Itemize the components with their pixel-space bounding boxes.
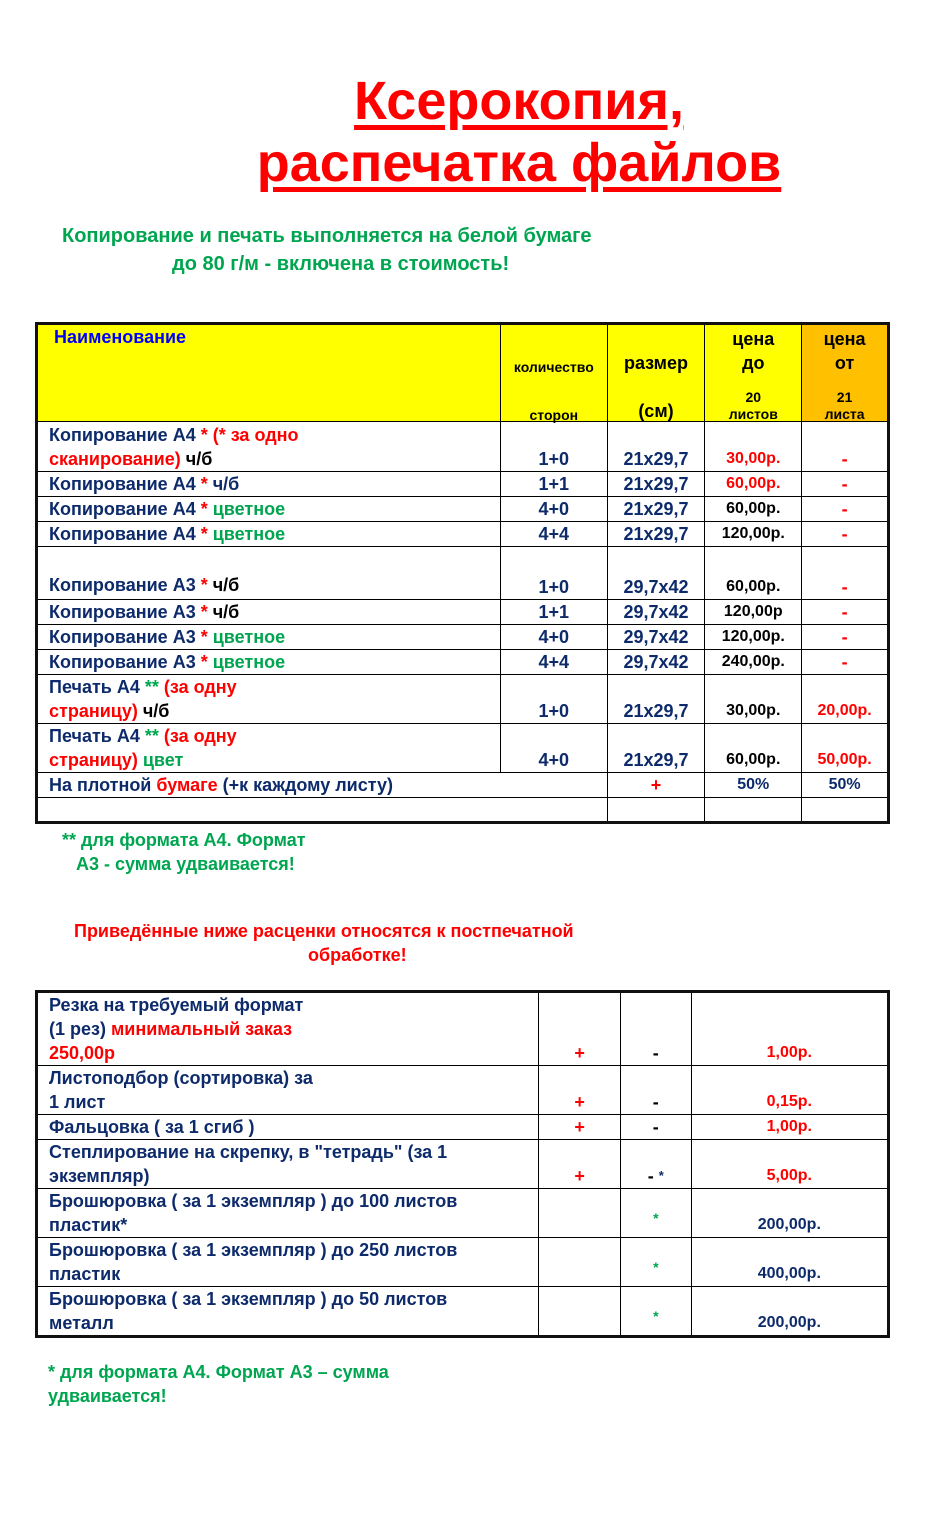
- subtitle-line2: до 80 г/м - включена в стоимость!: [172, 253, 510, 275]
- row-price: 400,00р.: [691, 1238, 888, 1287]
- table-row: [37, 547, 889, 600]
- table-row: [37, 1189, 889, 1238]
- row-size: +: [607, 773, 705, 798]
- row-name: Брошюровка ( за 1 экземпляр ) до 50 листов металл: [37, 1287, 539, 1337]
- subtitle-line1: Копирование и печать выполняется на белой бумаге: [62, 225, 592, 247]
- row-sides: 1+0: [501, 547, 608, 600]
- page-title-line1: Ксерокопия,: [354, 71, 684, 131]
- row-name: Брошюровка ( за 1 экземпляр ) до 250 листов пластик: [37, 1238, 539, 1287]
- table-row: [37, 1287, 889, 1337]
- post-note-line1: Приведённые ниже расценки относятся к постпечатной: [74, 921, 574, 941]
- row-name: Копирование А3 * цветное: [37, 625, 501, 650]
- row-name: Копирование А3 * цветное: [37, 650, 501, 675]
- row-price-to: 60,00р.: [705, 724, 802, 773]
- row-sides: 4+4: [501, 522, 608, 547]
- row-name: Копирование А4 * ч/б: [37, 472, 501, 497]
- row-col3: -: [620, 992, 691, 1066]
- row-price: 200,00р.: [691, 1189, 888, 1238]
- row-price-to: 60,00р.: [705, 472, 802, 497]
- copy-price-table: [35, 322, 890, 824]
- row-price-from: -: [802, 650, 889, 675]
- row-size: 21x29,7: [607, 675, 705, 724]
- row-price-to: 240,00р.: [705, 650, 802, 675]
- row-price-from: -: [802, 547, 889, 600]
- row-price-to: 120,00р.: [705, 625, 802, 650]
- row-size: 21x29,7: [607, 422, 705, 472]
- note-a4-line1: ** для формата А4. Формат: [62, 830, 306, 850]
- header-price-to: цена до 20 листов: [705, 324, 802, 422]
- row-size: 21x29,7: [607, 724, 705, 773]
- row-price-to: 60,00р.: [705, 497, 802, 522]
- header-qty: количество сторон: [501, 324, 608, 422]
- row-col2: +: [539, 1140, 621, 1189]
- row-name: Степлирование на скрепку, в "тетрадь" (за 1 экземпляр): [37, 1140, 539, 1189]
- row-col3: *: [620, 1287, 691, 1337]
- table-row: [37, 625, 889, 650]
- row-name: Резка на требуемый формат (1 рез) минимальный заказ 250,00р: [37, 992, 539, 1066]
- table-row: [37, 650, 889, 675]
- note-bottom-line2: удваивается!: [48, 1386, 167, 1406]
- row-price-to: 30,00р.: [705, 675, 802, 724]
- row-price-to: 60,00р.: [705, 547, 802, 600]
- row-size: 29,7x42: [607, 547, 705, 600]
- row-col3: *: [620, 1189, 691, 1238]
- row-col2: [539, 1238, 621, 1287]
- table-row: [37, 522, 889, 547]
- row-sides: 1+1: [501, 472, 608, 497]
- row-sides: 1+0: [501, 675, 608, 724]
- row-price: 1,00р.: [691, 1115, 888, 1140]
- row-price: 1,00р.: [691, 992, 888, 1066]
- row-name: Копирование А4 * цветное: [37, 497, 501, 522]
- row-size: 21x29,7: [607, 472, 705, 497]
- row-price-from: 50%: [802, 773, 889, 798]
- row-price-to: 120,00р: [705, 600, 802, 625]
- row-col3: -: [620, 1115, 691, 1140]
- row-size: 21x29,7: [607, 522, 705, 547]
- row-price-from: -: [802, 497, 889, 522]
- row-price-from: -: [802, 472, 889, 497]
- row-name: Копирование А4 * (* за одно сканирование) ч/б: [37, 422, 501, 472]
- row-col3: -: [620, 1066, 691, 1115]
- table-row-empty: [37, 798, 889, 823]
- post-note-line2: обработке!: [308, 945, 407, 965]
- note-a4-line2: А3 - сумма удваивается!: [76, 854, 295, 874]
- row-sides: 4+0: [501, 625, 608, 650]
- table-row: [37, 600, 889, 625]
- row-col2: [539, 1189, 621, 1238]
- table-row: [37, 472, 889, 497]
- table-row: [37, 724, 889, 773]
- row-name: Копирование А3 * ч/б: [37, 547, 501, 600]
- row-size: 29,7x42: [607, 625, 705, 650]
- row-size: 29,7x42: [607, 600, 705, 625]
- table-row: [37, 422, 889, 472]
- row-price-from: -: [802, 625, 889, 650]
- table-row: [37, 1140, 889, 1189]
- header-price-from: цена от 21 листа: [802, 324, 889, 422]
- row-price-from: -: [802, 422, 889, 472]
- row-price-to: 50%: [705, 773, 802, 798]
- row-col3: - *: [620, 1140, 691, 1189]
- row-name: Печать А4 ** (за одну страницу) цвет: [37, 724, 501, 773]
- table-row: [37, 1066, 889, 1115]
- table-row: [37, 773, 889, 798]
- row-name: Фальцовка ( за 1 сгиб ): [37, 1115, 539, 1140]
- row-sides: 4+4: [501, 650, 608, 675]
- row-price: 5,00р.: [691, 1140, 888, 1189]
- row-price-from: 20,00р.: [802, 675, 889, 724]
- table-row: [37, 675, 889, 724]
- row-price: 0,15р.: [691, 1066, 888, 1115]
- row-price-from: -: [802, 600, 889, 625]
- page-title-line2: распечатка файлов: [256, 133, 782, 193]
- row-col2: +: [539, 992, 621, 1066]
- row-price-from: 50,00р.: [802, 724, 889, 773]
- table-row: [37, 992, 889, 1066]
- row-name: Листоподбор (сортировка) за 1 лист: [37, 1066, 539, 1115]
- row-price-to: 120,00р.: [705, 522, 802, 547]
- row-name: На плотной бумаге (+к каждому листу): [37, 773, 608, 798]
- row-name: Копирование А3 * ч/б: [37, 600, 501, 625]
- row-price-from: -: [802, 522, 889, 547]
- row-name: Копирование А4 * цветное: [37, 522, 501, 547]
- row-col3: *: [620, 1238, 691, 1287]
- row-sides: 4+0: [501, 724, 608, 773]
- row-name: Печать А4 ** (за одну страницу) ч/б: [37, 675, 501, 724]
- row-size: 21x29,7: [607, 497, 705, 522]
- table-row: [37, 1115, 889, 1140]
- row-sides: 4+0: [501, 497, 608, 522]
- row-col2: +: [539, 1066, 621, 1115]
- table-header-row: [37, 324, 889, 422]
- post-processing-table: [35, 990, 890, 1338]
- row-col2: [539, 1287, 621, 1337]
- row-price-to: 30,00р.: [705, 422, 802, 472]
- header-size: размер (см): [607, 324, 705, 422]
- row-price: 200,00р.: [691, 1287, 888, 1337]
- header-name: Наименование: [37, 324, 501, 422]
- table-row: [37, 497, 889, 522]
- note-bottom-line1: * для формата А4. Формат А3 – сумма: [48, 1362, 389, 1382]
- row-col2: +: [539, 1115, 621, 1140]
- row-sides: 1+1: [501, 600, 608, 625]
- row-sides: 1+0: [501, 422, 608, 472]
- row-size: 29,7x42: [607, 650, 705, 675]
- row-name: Брошюровка ( за 1 экземпляр ) до 100 листов пластик*: [37, 1189, 539, 1238]
- table-row: [37, 1238, 889, 1287]
